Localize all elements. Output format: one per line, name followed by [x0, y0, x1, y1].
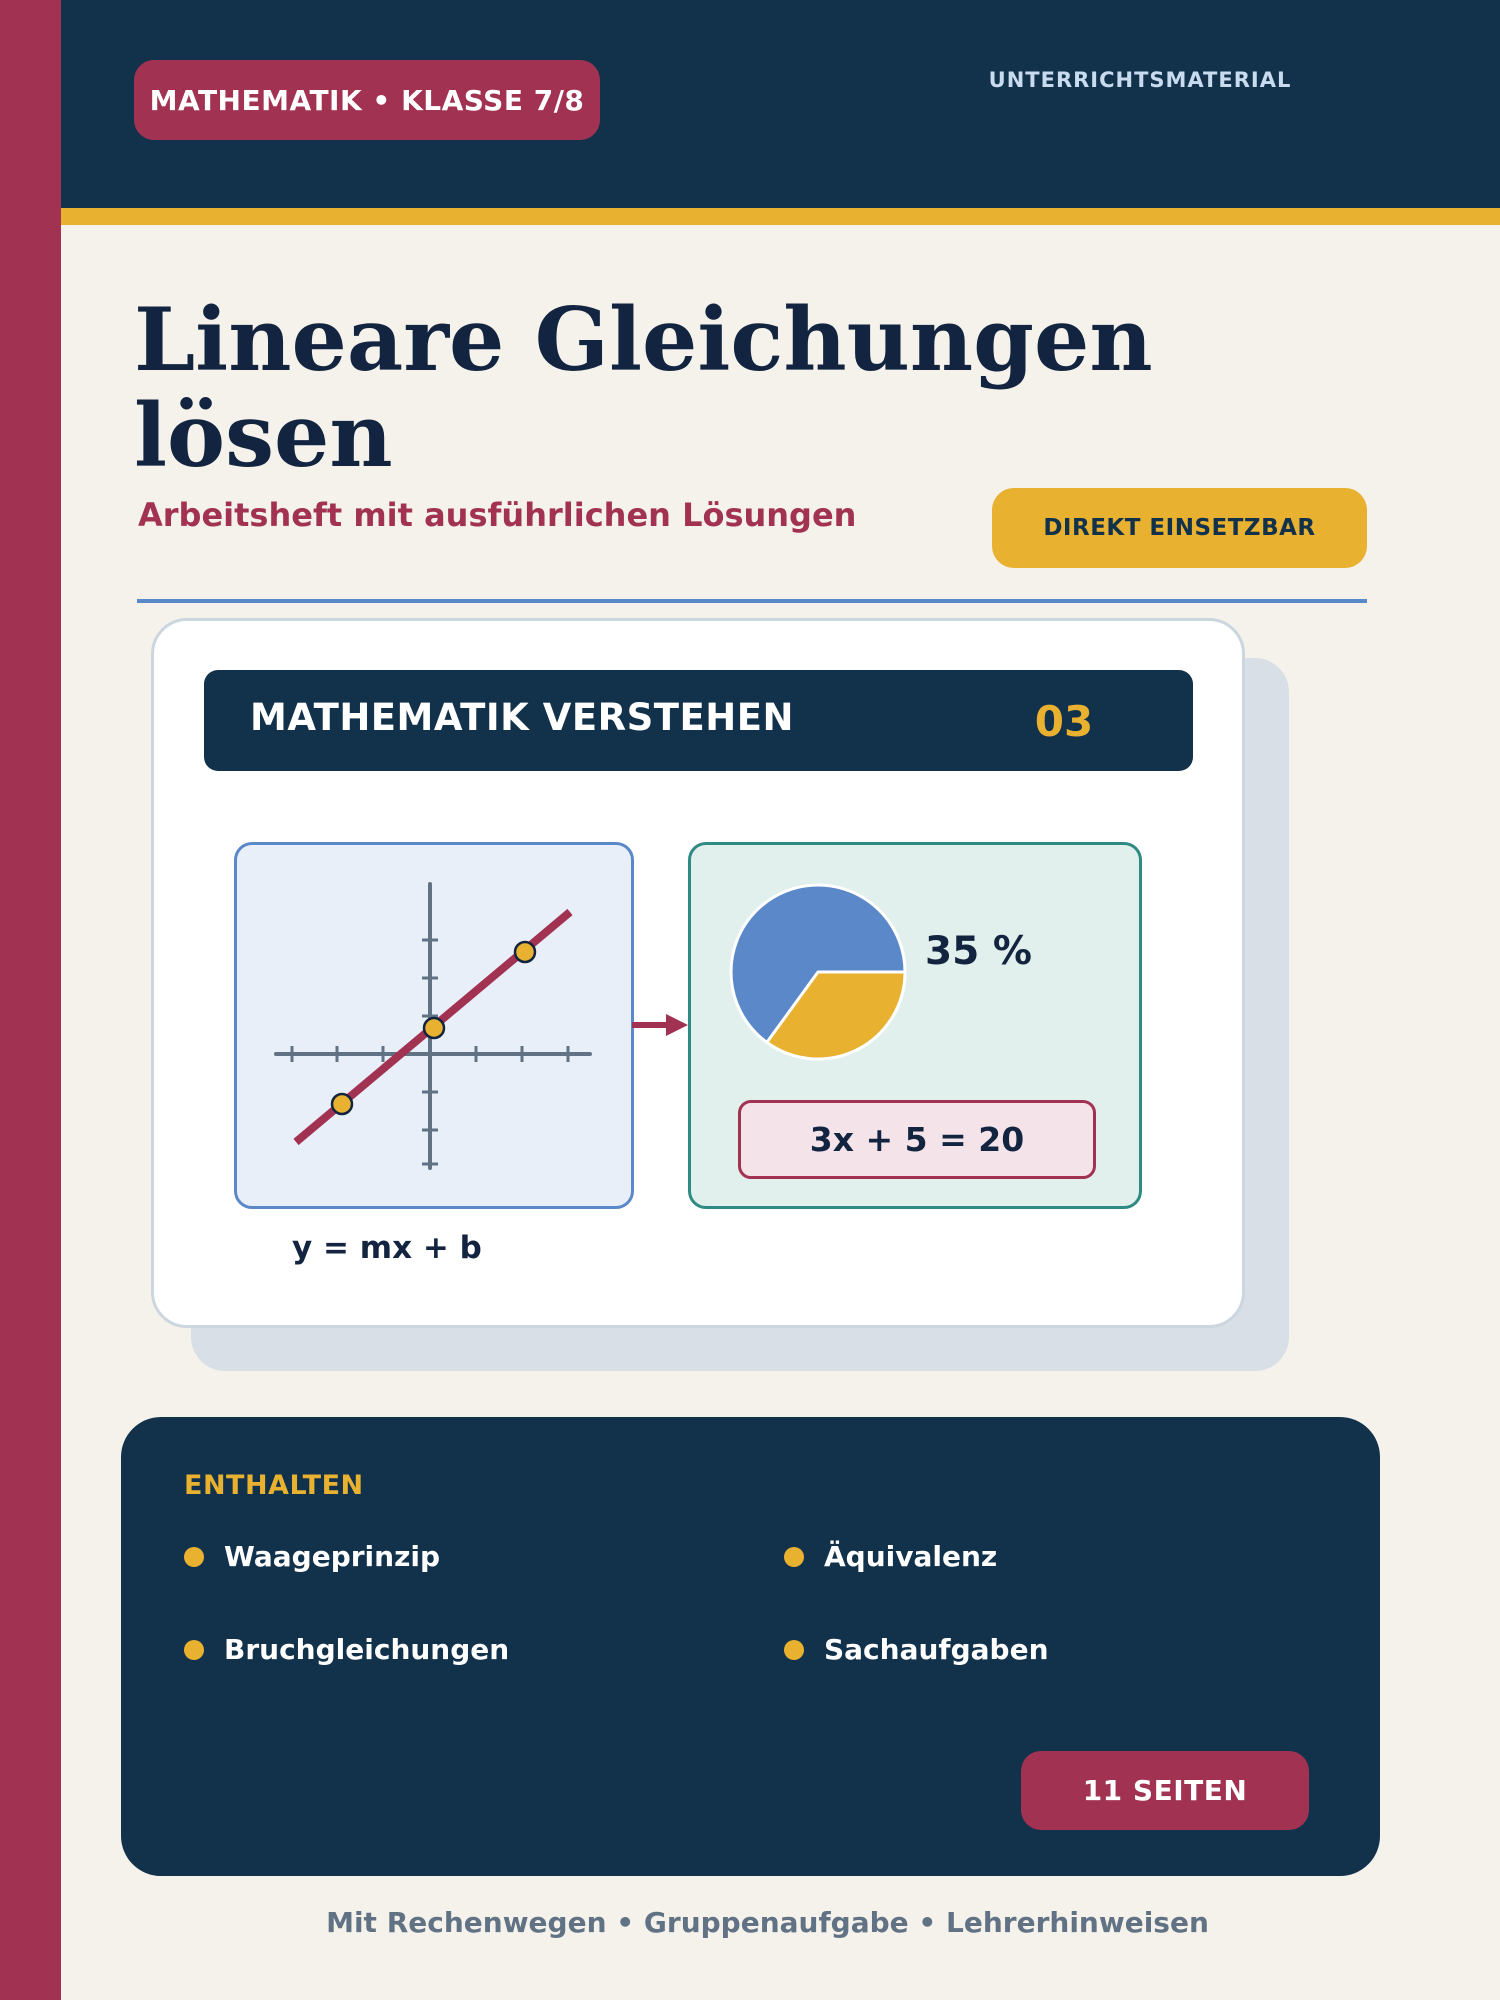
title-line-1: Lineare Gleichungen [134, 288, 1153, 391]
contents-item [184, 1540, 440, 1573]
contents-item-label: Äquivalenz [824, 1540, 998, 1573]
title-divider [137, 599, 1367, 603]
title-line-2: lösen [134, 384, 393, 487]
page-title [134, 288, 1334, 487]
contents-item-label: Sachaufgaben [824, 1633, 1049, 1666]
arrow-right-icon [630, 1012, 692, 1038]
graph-point [424, 1018, 444, 1038]
header-gold-rule [61, 208, 1500, 225]
equation-box: 3x + 5 = 20 [738, 1100, 1096, 1179]
percent-label: 35 % [925, 929, 1032, 974]
formula-label: y = mx + b [292, 1230, 482, 1266]
subtitle: Arbeitsheft mit ausführlichen Lösungen [138, 496, 857, 534]
pie-chart-icon [728, 882, 908, 1062]
contents-heading: ENTHALTEN [184, 1470, 364, 1501]
linear-function-graph-icon [234, 842, 634, 1209]
ready-to-use-badge: DIREKT EINSETZBAR [992, 488, 1367, 568]
material-label: UNTERRICHTSMATERIAL [988, 68, 1292, 92]
contents-item-label: Waageprinzip [224, 1540, 441, 1573]
graph-point [332, 1094, 352, 1114]
page-count-badge: 11 SEITEN [1021, 1751, 1309, 1830]
bullet-dot-icon [184, 1640, 204, 1660]
graph-point [515, 942, 535, 962]
contents-item-label: Bruchgleichungen [224, 1633, 510, 1666]
left-accent-strip [0, 0, 61, 2000]
card-number: 03 [1034, 697, 1094, 746]
card-title: MATHEMATIK VERSTEHEN [250, 696, 794, 739]
contents-item [784, 1633, 1049, 1666]
bullet-dot-icon [784, 1640, 804, 1660]
footer-note: Mit Rechenwegen • Gruppenaufgabe • Lehrerhinweisen [326, 1906, 1209, 1939]
contents-item [784, 1540, 997, 1573]
subject-grade-badge: MATHEMATIK • KLASSE 7/8 [134, 60, 600, 140]
bullet-dot-icon [784, 1547, 804, 1567]
bullet-dot-icon [184, 1547, 204, 1567]
contents-item [184, 1633, 509, 1666]
